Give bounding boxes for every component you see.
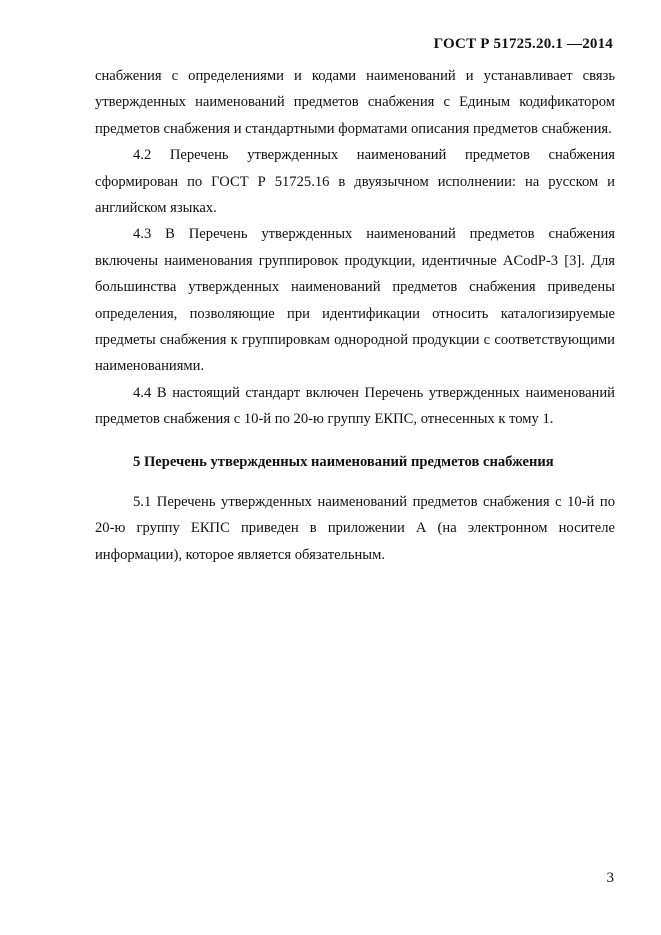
paragraph-4-4: 4.4 В настоящий стандарт включен Перечень утвержденных наименований предметов снабжения с 10-й по 20-ю группу ЕКПС, отнесенных к тому 1.	[95, 384, 615, 428]
document-header: ГОСТ Р 51725.20.1 —2014	[433, 36, 613, 52]
section-5-heading: 5 Перечень утвержденных наименований предметов снабжения	[133, 453, 554, 470]
paragraph-4-1-continuation: снабжения с определениями и кодами наименований и устанавливает связь утвержденных наименований предметов снабжения с Единым кодификатором предметов снабжения и стандартными форматами описания предметов снабжения.	[95, 68, 615, 137]
paragraph-5-1: 5.1 Перечень утвержденных наименований предметов снабжения с 10-й по 20-ю группу ЕКПС приведен в приложении А (на электронном носителе информации), которое является обязательным.	[95, 493, 615, 563]
paragraph-4-3: 4.3 В Перечень утвержденных наименований предметов снабжения включены наименования группировок продукции, идентичные ACodP-3 [3]. Для большинства утвержденных наименований предметов снабжения приведены определения, позволяющие при идентификации относить каталогизируемые предметы снабжения к группировкам однородной продукции с соответствующими наименованиями.	[95, 226, 615, 375]
page-number: 3	[606, 870, 614, 886]
paragraph-4-2: 4.2 Перечень утвержденных наименований предметов снабжения сформирован по ГОСТ Р 51725.16 в двуязычном исполнении: на русском и английском языках.	[95, 147, 615, 217]
document-body	[95, 63, 615, 568]
